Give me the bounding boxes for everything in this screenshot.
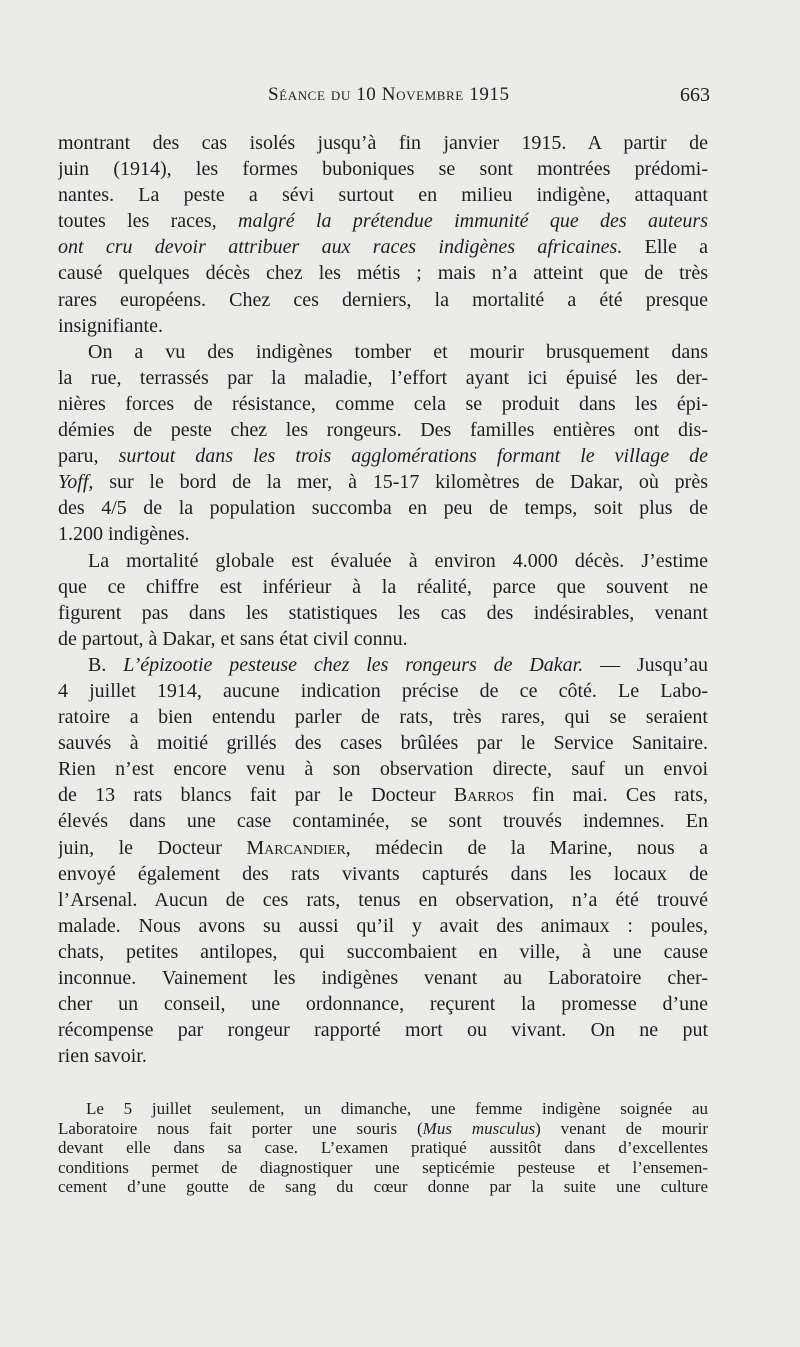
running-header [60,84,710,114]
text-line: chats, petites antilopes, qui succombaient en ville, à une cause [58,940,708,963]
text-line: nières forces de résistance, comme cela se produit dans les épi- [58,392,708,415]
text-line: ont cru devoir attribuer aux races indigènes africaines. Elle a [58,236,708,259]
running-title [268,84,510,106]
footnote-line: devant elle dans sa case. L’examen pratiqué aussitôt dans d’excellentes [58,1138,708,1158]
text-line: la rue, terrassés par la maladie, l’effort ayant ici épuisé les der- [58,366,708,389]
emphasis-yoff: Yoff, [58,471,94,494]
emphasis-immunity: malgré la prétendue immunité que des auteurs [238,210,708,233]
text-line: ratoire a bien entendu parler de rats, très rares, qui se seraient [58,706,708,729]
text-line: sauvés à moitié grillés des cases brûlées par le Service Sanitaire. [58,732,708,755]
text-line: montrant des cas isolés jusqu’à fin janvier 1915. A partir de [58,132,708,154]
text-line: récompense par rongeur rapporté mort ou vivant. On ne put [58,1019,708,1042]
main-text [58,130,708,1069]
text-line: La mortalité globale est évaluée à environ 4.000 décès. J’estime [88,549,708,572]
text-line: rien savoir. [58,1045,147,1068]
text-line: malade. Nous avons su aussi qu’il y avait des animaux : poules, [58,914,708,937]
name-marcandier: Marcandier [246,836,346,859]
title-du: du [330,84,351,105]
text-line: Yoff, sur le bord de la mer, à 15-17 kilomètres de Dakar, où près [58,471,708,494]
text-line: des 4/5 de la population succomba en peu de temps, soit plus de [58,497,708,520]
title-year: 1915 [469,84,510,105]
text-line: 4 juillet 1914, aucune indication précise de ce côté. Le Labo- [58,679,708,702]
text-line: 1.200 indigènes. [58,523,190,546]
text-line: insignifiante. [58,314,163,337]
text-line: nantes. La peste a sévi surtout en milieu indigène, attaquant [58,184,708,207]
text-line: démies de peste chez les rongeurs. Des familles entières ont dis- [58,419,708,442]
name-barros: Barros [453,784,514,807]
title-day: 10 [356,84,377,105]
text-line: de 13 rats blancs fait par le Docteur Barros fin mai. Ces rats, [58,784,708,807]
title-month: Novembre [381,84,464,105]
footnote-line: Laboratoire nous fait porter une souris (Mus musculus) venant de mourir [58,1118,708,1138]
section-b-title: L’épizootie pesteuse chez les rongeurs de Dakar. [123,653,584,676]
section-b-heading-line: B. L’épizootie pesteuse chez les rongeurs de Dakar. — Jusqu’au [88,653,708,676]
text-line: élevés dans une case contaminée, se sont trouvés indemnes. En [58,810,708,833]
text-line: de partout, à Dakar, et sans état civil connu. [58,627,408,650]
text-line: cher un conseil, une ordonnance, reçurent la promesse d’une [58,993,708,1016]
text-line: On a vu des indigènes tomber et mourir brusquement dans [88,340,708,363]
text-line: juin, le Docteur Marcandier, médecin de la Marine, nous a [58,836,708,859]
text-line: juin (1914), les formes buboniques se sont montrées prédomi- [58,158,708,181]
emphasis-races: ont cru devoir attribuer aux races indigènes africaines. [58,236,623,259]
text-line: Rien n’est encore venu à son observation directe, sauf un envoi [58,758,708,781]
text-line: rares européens. Chez ces derniers, la mortalité a été presque [58,288,708,311]
text-line: causé quelques décès chez les métis ; mais n’a atteint que de très [58,262,708,285]
text-line: que ce chiffre est inférieur à la réalité, parce que souvent ne [58,575,708,598]
title-seance: Séance [268,84,326,105]
page-number: 663 [680,84,710,106]
text-line: toutes les races, malgré la prétendue immunité que des auteurs [58,210,708,233]
emphasis-yoff-villages: surtout dans les trois agglomérations formant le village de [118,445,708,468]
text-line: l’Arsenal. Aucun de ces rats, tenus en observation, n’a été trouvé [58,888,708,911]
text-line: envoyé également des rats vivants capturés dans les locaux de [58,862,708,885]
text-line: paru, surtout dans les trois agglomérations formant le village de [58,445,708,468]
footnote-line: conditions permet de diagnostiquer une septicémie pesteuse et l’ensemen- [58,1157,708,1177]
text-line: inconnue. Vainement les indigènes venant au Laboratoire cher- [58,967,708,989]
species-name: Mus musculus [422,1118,536,1138]
footnote-line: cement d’une goutte de sang du cœur donne par la suite une culture [58,1177,708,1197]
footnote-line: Le 5 juillet seulement, un dimanche, une femme indigène soignée au [86,1099,708,1118]
text-line: figurent pas dans les statistiques les cas des indésirables, venant [58,601,708,624]
footnote-text [58,1099,708,1197]
